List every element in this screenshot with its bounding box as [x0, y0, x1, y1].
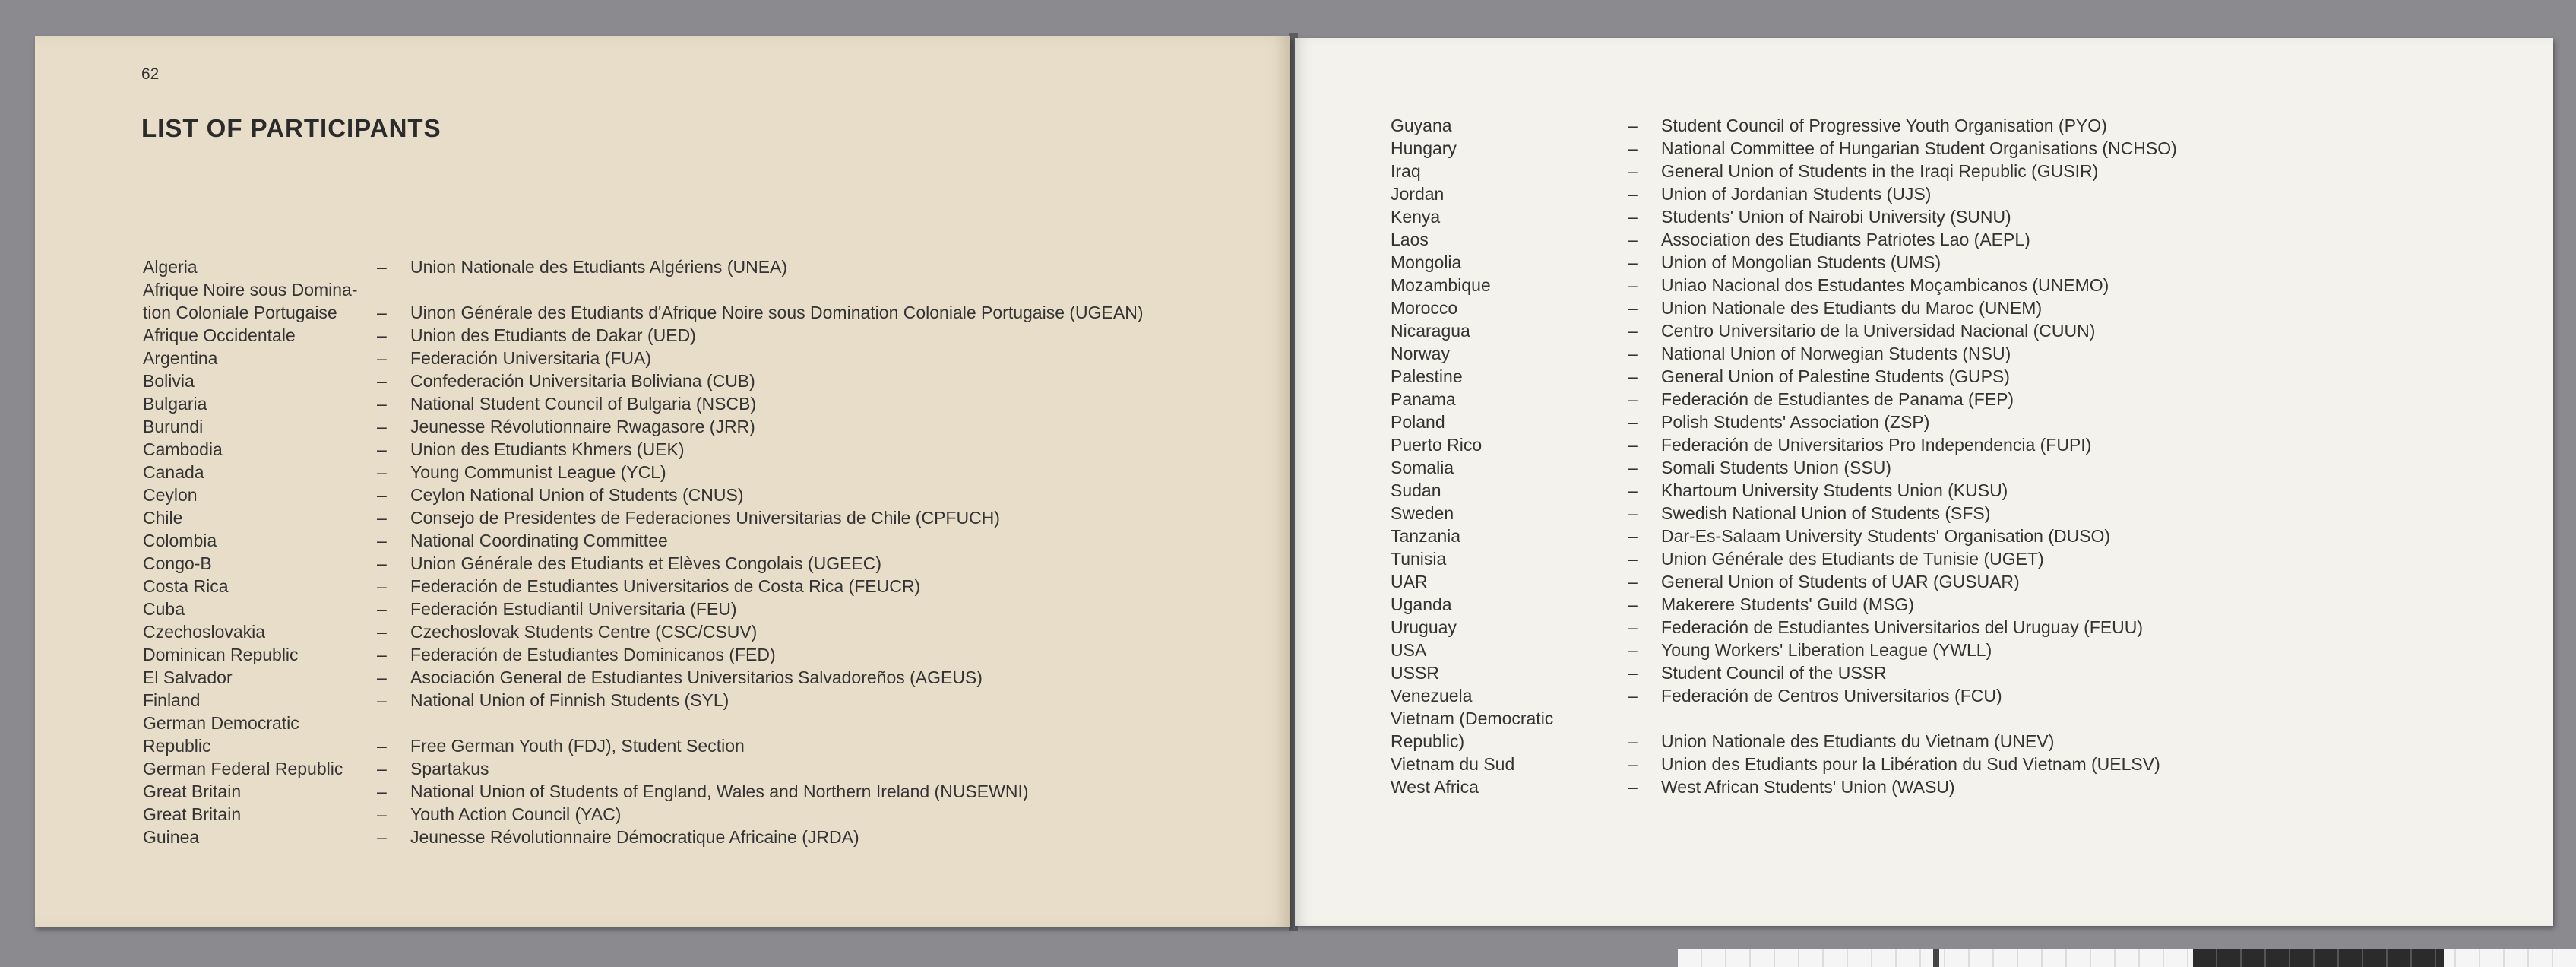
- participant-organisation: [410, 712, 1267, 734]
- participant-row: [1391, 775, 2530, 798]
- participant-row: [1391, 388, 2530, 411]
- participant-organisation: Federación Universitaria (FUA): [410, 348, 651, 368]
- separator-dash: –: [1628, 412, 1638, 432]
- separator-dash: –: [377, 553, 387, 573]
- participant-organisation: General Union of Students in the Iraqi Republic (GUSIR): [1661, 161, 2099, 181]
- separator-dash: –: [377, 645, 387, 664]
- participant-country: Colombia: [143, 531, 217, 550]
- participant-organisation: Association des Etudiants Patriotes Lao (AEPL): [1661, 230, 2030, 249]
- separator-dash: –: [1628, 663, 1638, 683]
- participant-row: [143, 757, 1267, 780]
- separator-dash: –: [377, 667, 387, 687]
- participant-country: El Salvador: [143, 667, 233, 687]
- participant-organisation: Union des Etudiants Khmers (UEK): [410, 439, 685, 459]
- participant-row: [1391, 616, 2530, 639]
- page-number: 62: [141, 65, 160, 83]
- participant-country: Canada: [143, 462, 204, 482]
- participant-country: Uganda: [1391, 594, 1452, 614]
- participant-organisation: Uniao Nacional dos Estudantes Moçambicanos (UNEMO): [1661, 275, 2109, 295]
- participant-organisation: Jeunesse Révolutionnaire Rwagasore (JRR): [410, 417, 755, 436]
- right-page: [1295, 38, 2553, 926]
- separator-dash: –: [1628, 366, 1638, 386]
- participant-country: Laos: [1391, 230, 1429, 249]
- participant-organisation: National Student Council of Bulgaria (NSCB): [410, 394, 757, 414]
- separator-dash: –: [1628, 435, 1638, 455]
- separator-dash: [1628, 707, 1661, 730]
- participant-organisation: Consejo de Presidentes de Federaciones Universitarias de Chile (CPFUCH): [410, 508, 1000, 528]
- participant-country: Kenya: [1391, 207, 1441, 227]
- participant-organisation: [410, 278, 1267, 301]
- participant-row: [1391, 365, 2530, 388]
- participant-country: Cuba: [143, 599, 185, 619]
- scale-ruler-dark-segment: [2193, 949, 2444, 967]
- participant-row: [1391, 137, 2530, 160]
- participant-country: Burundi: [143, 417, 204, 436]
- participant-organisation: National Union of Finnish Students (SYL): [410, 690, 729, 710]
- participant-organisation: Czechoslovak Students Centre (CSC/CSUV): [410, 622, 758, 642]
- participant-country: USSR: [1391, 663, 1439, 683]
- participant-country: Finland: [143, 690, 201, 710]
- participant-organisation: Ceylon National Union of Students (CNUS): [410, 485, 744, 505]
- participant-country: Vietnam du Sud: [1391, 754, 1515, 774]
- separator-dash: [377, 712, 410, 734]
- participant-country: Afrique Noire sous Domina-: [143, 280, 358, 300]
- participant-organisation: Asociación General de Estudiantes Universitarios Salvadoreños (AGEUS): [410, 667, 983, 687]
- participant-row: [143, 461, 1267, 484]
- participant-country: Norway: [1391, 344, 1450, 363]
- participant-row: [143, 301, 1267, 324]
- participant-row: [143, 552, 1267, 575]
- participant-country: Czechoslovakia: [143, 622, 266, 642]
- participant-organisation: Federación de Estudiantes de Panama (FEP): [1661, 389, 2014, 409]
- participant-country: German Federal Republic: [143, 759, 343, 778]
- participant-row: [143, 666, 1267, 689]
- separator-dash: –: [377, 417, 387, 436]
- participant-row: [1391, 411, 2530, 433]
- participants-list-left: [143, 255, 1267, 848]
- participant-row: [1391, 730, 2530, 753]
- participant-organisation: General Union of Palestine Students (GUPS): [1661, 366, 2010, 386]
- participant-organisation: Federación de Estudiantes Universitarios del Uruguay (FEUU): [1661, 617, 2144, 637]
- participant-country: Palestine: [1391, 366, 1463, 386]
- participant-country: Argentina: [143, 348, 218, 368]
- separator-dash: –: [377, 736, 387, 756]
- participant-country: Cambodia: [143, 439, 223, 459]
- separator-dash: –: [1628, 207, 1638, 227]
- participant-country: Tunisia: [1391, 549, 1447, 569]
- participant-row: [1391, 684, 2530, 707]
- participant-organisation: Federación de Universitarios Pro Independencia (FUPI): [1661, 435, 2092, 455]
- separator-dash: –: [377, 782, 387, 801]
- participant-organisation: Swedish National Union of Students (SFS): [1661, 503, 1991, 523]
- separator-dash: –: [1628, 298, 1638, 318]
- separator-dash: –: [1628, 161, 1638, 181]
- participant-country: Dominican Republic: [143, 645, 299, 664]
- participant-organisation: Union Nationale des Etudiants du Vietnam (UNEV): [1661, 731, 2055, 751]
- participant-organisation: Jeunesse Révolutionnaire Démocratique Africaine (JRDA): [410, 827, 859, 847]
- separator-dash: –: [1628, 344, 1638, 363]
- participant-organisation: Student Council of the USSR: [1661, 663, 1887, 683]
- participant-country: Chile: [143, 508, 183, 528]
- participant-country: Afrique Occidentale: [143, 325, 296, 345]
- separator-dash: –: [377, 508, 387, 528]
- participant-row: [143, 529, 1267, 552]
- participant-row: [1391, 160, 2530, 182]
- participant-country: Jordan: [1391, 184, 1445, 204]
- participant-country: Puerto Rico: [1391, 435, 1483, 455]
- participant-organisation: Makerere Students' Guild (MSG): [1661, 594, 1914, 614]
- participant-country: USA: [1391, 640, 1427, 660]
- participant-row: [143, 598, 1267, 620]
- separator-dash: –: [377, 599, 387, 619]
- participant-row: [143, 643, 1267, 666]
- separator-dash: –: [1628, 686, 1638, 705]
- participant-organisation: National Union of Students of England, Wales and Northern Ireland (NUSEWNI): [410, 782, 1029, 801]
- participant-row: [143, 620, 1267, 643]
- participant-row: [1391, 228, 2530, 251]
- participant-country: UAR: [1391, 572, 1428, 591]
- participant-row: [1391, 479, 2530, 502]
- participant-organisation: [1661, 707, 2530, 730]
- participant-country: Panama: [1391, 389, 1456, 409]
- participant-row: [1391, 274, 2530, 296]
- separator-dash: –: [377, 348, 387, 368]
- participant-row: [1391, 570, 2530, 593]
- separator-dash: –: [377, 371, 387, 391]
- separator-dash: –: [377, 303, 387, 322]
- participant-country: Vietnam (Democratic: [1391, 709, 1554, 728]
- participant-country: Costa Rica: [143, 576, 229, 596]
- participant-organisation: Free German Youth (FDJ), Student Section: [410, 736, 745, 756]
- participant-row: [143, 575, 1267, 598]
- participant-country: Iraq: [1391, 161, 1421, 181]
- separator-dash: –: [1628, 617, 1638, 637]
- participant-country: Bolivia: [143, 371, 195, 391]
- participant-row: [143, 392, 1267, 415]
- separator-dash: –: [1628, 252, 1638, 272]
- participant-row: [143, 780, 1267, 803]
- separator-dash: –: [1628, 754, 1638, 774]
- participant-organisation: Students' Union of Nairobi University (SUNU): [1661, 207, 2011, 227]
- separator-dash: –: [377, 325, 387, 345]
- participant-organisation: Spartakus: [410, 759, 489, 778]
- participant-country: Algeria: [143, 257, 198, 277]
- participant-country: Sudan: [1391, 480, 1441, 500]
- participant-row: [1391, 593, 2530, 616]
- participant-row: [143, 484, 1267, 506]
- participant-organisation: Dar-Es-Salaam University Students' Organisation (DUSO): [1661, 526, 2111, 546]
- participant-country: tion Coloniale Portugaise: [143, 303, 337, 322]
- participant-row: [1391, 639, 2530, 661]
- participant-country: Mozambique: [1391, 275, 1491, 295]
- participant-organisation: Somali Students Union (SSU): [1661, 458, 1891, 477]
- participant-row: [143, 415, 1267, 438]
- participant-organisation: Union des Etudiants pour la Libération du Sud Vietnam (UELSV): [1661, 754, 2160, 774]
- participant-organisation: Union Générale des Etudiants de Tunisie (UGET): [1661, 549, 2044, 569]
- participant-row: [1391, 525, 2530, 547]
- participant-row: [143, 826, 1267, 848]
- participant-country: Tanzania: [1391, 526, 1461, 546]
- participant-country: Ceylon: [143, 485, 198, 505]
- participant-organisation: National Union of Norwegian Students (NSU): [1661, 344, 2011, 363]
- separator-dash: –: [1628, 230, 1638, 249]
- separator-dash: –: [377, 394, 387, 414]
- separator-dash: –: [377, 690, 387, 710]
- separator-dash: –: [1628, 321, 1638, 341]
- participant-country: Nicaragua: [1391, 321, 1470, 341]
- participant-row: [1391, 296, 2530, 319]
- participant-row: [1391, 342, 2530, 365]
- separator-dash: –: [377, 439, 387, 459]
- participant-organisation: Union Générale des Etudiants et Elèves Congolais (UGEEC): [410, 553, 882, 573]
- participant-organisation: Union des Etudiants de Dakar (UED): [410, 325, 696, 345]
- participant-organisation: Federación de Estudiantes Dominicanos (FED): [410, 645, 776, 664]
- participant-row: [1391, 182, 2530, 205]
- participant-country: Guyana: [1391, 116, 1452, 135]
- separator-dash: –: [1628, 526, 1638, 546]
- participant-country: West Africa: [1391, 777, 1479, 797]
- participant-organisation: Federación de Estudiantes Universitarios de Costa Rica (FEUCR): [410, 576, 921, 596]
- separator-dash: –: [1628, 572, 1638, 591]
- participant-country: Morocco: [1391, 298, 1458, 318]
- separator-dash: –: [1628, 594, 1638, 614]
- participant-country: Sweden: [1391, 503, 1454, 523]
- separator-dash: –: [1628, 184, 1638, 204]
- participant-row: [143, 734, 1267, 757]
- participant-country: German Democratic: [143, 713, 299, 733]
- separator-dash: –: [1628, 777, 1638, 797]
- participant-row: [143, 506, 1267, 529]
- separator-dash: –: [377, 827, 387, 847]
- participant-organisation: National Committee of Hungarian Student Organisations (NCHSO): [1661, 138, 2177, 158]
- participant-organisation: Youth Action Council (YAC): [410, 804, 622, 824]
- participant-organisation: Federación Estudiantil Universitaria (FEU): [410, 599, 737, 619]
- participant-row: [143, 803, 1267, 826]
- participant-organisation: Student Council of Progressive Youth Organisation (PYO): [1661, 116, 2107, 135]
- participant-organisation: Union of Jordanian Students (UJS): [1661, 184, 1932, 204]
- page-title: LIST OF PARTICIPANTS: [141, 114, 441, 142]
- separator-dash: –: [377, 759, 387, 778]
- participant-row: [143, 278, 1267, 301]
- participant-country: Poland: [1391, 412, 1445, 432]
- participants-list-right: [1391, 114, 2530, 798]
- separator-dash: –: [1628, 640, 1638, 660]
- participant-row: [143, 255, 1267, 278]
- participant-organisation: Union of Mongolian Students (UMS): [1661, 252, 1941, 272]
- participant-country: Hungary: [1391, 138, 1457, 158]
- participant-row: [1391, 707, 2530, 730]
- participant-row: [1391, 433, 2530, 456]
- participant-organisation: Uinon Générale des Etudiants d'Afrique Noire sous Domination Coloniale Portugaise (UGEAN): [410, 303, 1144, 322]
- participant-row: [1391, 456, 2530, 479]
- participant-country: Great Britain: [143, 782, 242, 801]
- separator-dash: –: [377, 462, 387, 482]
- separator-dash: –: [1628, 503, 1638, 523]
- separator-dash: –: [377, 804, 387, 824]
- participant-row: [1391, 661, 2530, 684]
- separator-dash: [377, 278, 410, 301]
- participant-country: Venezuela: [1391, 686, 1473, 705]
- participant-country: Great Britain: [143, 804, 242, 824]
- participant-organisation: General Union of Students of UAR (GUSUAR): [1661, 572, 2020, 591]
- separator-dash: –: [377, 485, 387, 505]
- participant-row: [1391, 547, 2530, 570]
- separator-dash: –: [1628, 549, 1638, 569]
- separator-dash: –: [377, 576, 387, 596]
- separator-dash: –: [1628, 480, 1638, 500]
- participant-country: Mongolia: [1391, 252, 1462, 272]
- separator-dash: –: [377, 531, 387, 550]
- participant-organisation: Young Communist League (YCL): [410, 462, 666, 482]
- separator-dash: –: [1628, 731, 1638, 751]
- participant-organisation: Union Nationale des Etudiants du Maroc (UNEM): [1661, 298, 2043, 318]
- participant-country: Congo-B: [143, 553, 212, 573]
- participant-organisation: Polish Students' Association (ZSP): [1661, 412, 1930, 432]
- separator-dash: –: [1628, 275, 1638, 295]
- participant-country: Republic): [1391, 731, 1465, 751]
- separator-dash: –: [1628, 389, 1638, 409]
- separator-dash: –: [1628, 138, 1638, 158]
- scale-ruler-marker: [1933, 949, 1939, 967]
- participant-row: [1391, 114, 2530, 137]
- participant-country: Guinea: [143, 827, 200, 847]
- participant-row: [1391, 753, 2530, 775]
- participant-row: [143, 438, 1267, 461]
- participant-country: Uruguay: [1391, 617, 1457, 637]
- separator-dash: –: [377, 257, 387, 277]
- participant-organisation: Union Nationale des Etudiants Algériens (UNEA): [410, 257, 788, 277]
- participant-organisation: West African Students' Union (WASU): [1661, 777, 1955, 797]
- participant-organisation: Young Workers' Liberation League (YWLL): [1661, 640, 1992, 660]
- participant-row: [143, 369, 1267, 392]
- participant-country: Somalia: [1391, 458, 1454, 477]
- participant-row: [1391, 319, 2530, 342]
- participant-row: [143, 712, 1267, 734]
- participant-row: [1391, 502, 2530, 525]
- participant-row: [143, 347, 1267, 369]
- participant-organisation: Federación de Centros Universitarios (FCU): [1661, 686, 2002, 705]
- participant-row: [143, 324, 1267, 347]
- participant-country: Bulgaria: [143, 394, 207, 414]
- participant-country: Republic: [143, 736, 211, 756]
- participant-organisation: National Coordinating Committee: [410, 531, 668, 550]
- separator-dash: –: [1628, 458, 1638, 477]
- left-page: [35, 36, 1290, 927]
- separator-dash: –: [377, 622, 387, 642]
- participant-organisation: Centro Universitario de la Universidad Nacional (CUUN): [1661, 321, 2096, 341]
- separator-dash: –: [1628, 116, 1638, 135]
- participant-organisation: Confederación Universitaria Boliviana (CUB): [410, 371, 755, 391]
- participant-row: [1391, 205, 2530, 228]
- participant-row: [143, 689, 1267, 712]
- participant-row: [1391, 251, 2530, 274]
- participant-organisation: Khartoum University Students Union (KUSU): [1661, 480, 2008, 500]
